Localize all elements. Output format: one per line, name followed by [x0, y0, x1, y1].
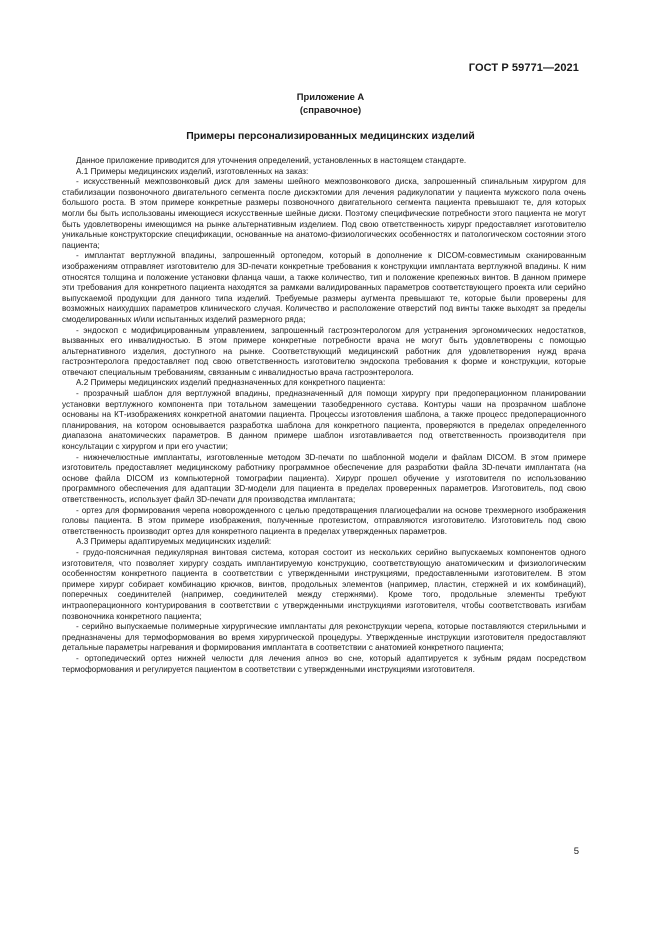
paragraph: - ортез для формирования черепа новорожденного с целью предотвращения плагиоцефалии на основе трехмерного изображения головы пациента. В этом примере изображения, полученные протезистом, отправляются изготовителю. Изготовитель под свою ответственность производит ортез для конкретного пациента в пределах утвержденных параметров.	[62, 505, 586, 536]
appendix-subtitle: (справочное)	[299, 104, 362, 115]
appendix-titles	[0, 90, 661, 143]
paragraph: - грудо-поясничная педикулярная винтовая система, которая состоит из нескольких серийно выпускаемых компонентов одного изготовителя, что позволяет хирургу создать имплантируемую конструкцию, соответствующую анатомическим и физиологическим особенностям конкретного пациента в соответствии с утвержденными инструкциями, предоставленными изготовителем. В этом примере хирург собирает комбинацию крючков, винтов, продольных элементов (например, пластин, стержней и их комбинаций), поперечных соединителей (например, соединителей между стержнями). Кроме того, продольные элементы требуют интраоперационного контурирования в соответствии с утвержденными инструкциями изготовителя, чтобы соответствовать изгибам позвоночника конкретного пациента;	[62, 547, 586, 621]
paragraph: Данное приложение приводится для уточнения определений, установленных в настоящем стандарте.	[76, 156, 467, 165]
document-body	[62, 156, 586, 675]
appendix-title: Приложение А	[296, 91, 365, 102]
appendix-heading: Примеры персонализированных медицинских изделий	[186, 131, 475, 142]
document-header-standard: ГОСТ Р 59771—2021	[468, 62, 579, 74]
paragraph: - имплантат вертлужной впадины, запрошенный ортопедом, который в дополнение к DICOM-совместимым сканированным изображениям отправляет изготовителю для 3D-печати конкретные требования к конструкции имплантата вертлужной впадины. К ним относятся толщина и положение установки фланца чаши, а также количество, тип и положение крепежных винтов. В данном примере эти требования для конкретного пациента находятся за рамками валидированных параметров соответствующего проекта или серийно выпускаемой продукции для данного типа изделий. Требуемые размеры аугмента превышают те, которые были проверены для возможных наихудших параметров клинического случая. Количество и расположение отверстий под винты также выходят за пределы смоделированных и/или испытанных изделий размерного ряда;	[62, 251, 586, 324]
paragraph: - нижнечелюстные имплантаты, изготовленные методом 3D-печати по шаблонной модели и файлам DICOM. В этом примере изготовитель предоставляет медицинскому работнику программное обеспечение для разработки файла 3D-печати имплантата (на основе файла DICOM из компьютерной томографии пациента). Хирург прошел обучение у изготовителя по использованию программного обеспечения для адаптации 3D-модели для пациента в пределах проверенных параметров. Изготовитель, под свою ответственность, использует файл 3D-печати для производства имплантата;	[62, 452, 586, 504]
paragraph: - эндоскоп с модифицированным управлением, запрошенный гастроэнтерологом для устранения эргономических недостатков, вызванных его инвалидностью. В этом примере конкретные потребности врача не могут быть удовлетворены с помощью альтернативного изделия, доступного на рынке. Соответствующий медицинский работник для удовлетворения нужд врача гастроэнтеролога предоставляет под свою ответственность изготовителю эндоскопа требования к форме и конструкции, которые отвечают специальным требованиям, связанным с инвалидностью врача гастроэнтеролога.	[62, 325, 586, 377]
paragraph: А.2 Примеры медицинских изделий предназначенных для конкретного пациента:	[76, 378, 386, 388]
paragraph: - ортопедический ортез нижней челюсти для лечения апноэ во сне, который адаптируется к зубным рядам посредством термоформования и регулируется пациентом в соответствии с утвержденными инструкциями изготовителя.	[62, 653, 586, 674]
page-number: 5	[573, 846, 579, 857]
paragraph: - прозрачный шаблон для вертлужной впадины, предназначенный для помощи хирургу при предоперационном планировании установки вертлужного компонента при тотальном замещении тазобедренного сустава. Контуры чаши на прозрачном шаблоне основаны на КТ-изображениях конкретной анатомии пациента. Процессы изготовления шаблона, а также процесс предоперационного планирования, на котором основывается разработка шаблона для конкретного пациента, проверяются в пределах определенного диапазона анатомических параметров. В данном примере шаблон изготавливается под ответственность производителя при консультации с хирургом и при его участии;	[62, 389, 586, 452]
paragraph: А.1 Примеры медицинских изделий, изготовленных на заказ:	[76, 166, 309, 176]
paragraph: А.3 Примеры адаптируемых медицинских изделий:	[76, 537, 272, 547]
paragraph: - серийно выпускаемые полимерные хирургические имплантаты для реконструкции черепа, которые поставляются стерильными и предназначены для термоформования во время хирургической процедуры. Утвержденные инструкции изготовителя предоставляют детальные параметры нагревания и формирования имплантата в соответствии с анатомией конкретного пациента;	[62, 622, 586, 653]
paragraph: - искусственный межпозвонковый диск для замены шейного межпозвонкового диска, запрошенный спинальным хирургом для стабилизации позвоночного двигательного сегмента после дискэктомии для лечения радикулопатии у пациента мужского пола очень большого роста. В этом примере конкретные размеры позвоночного двигательного сегмента пациента превышают те, для которых могли бы быть использованы имеющиеся искусственные шейные диски. Поэтому специфические потребности этого пациента не могут быть удовлетворены имеющимся на рынке альтернативным изделием. Под свою ответственность хирург предоставляет изготовителю уникальные конструкторские спецификации, основанные на анатомо-физиологических особенностях и патологическом состоянии этого пациента;	[62, 177, 586, 250]
